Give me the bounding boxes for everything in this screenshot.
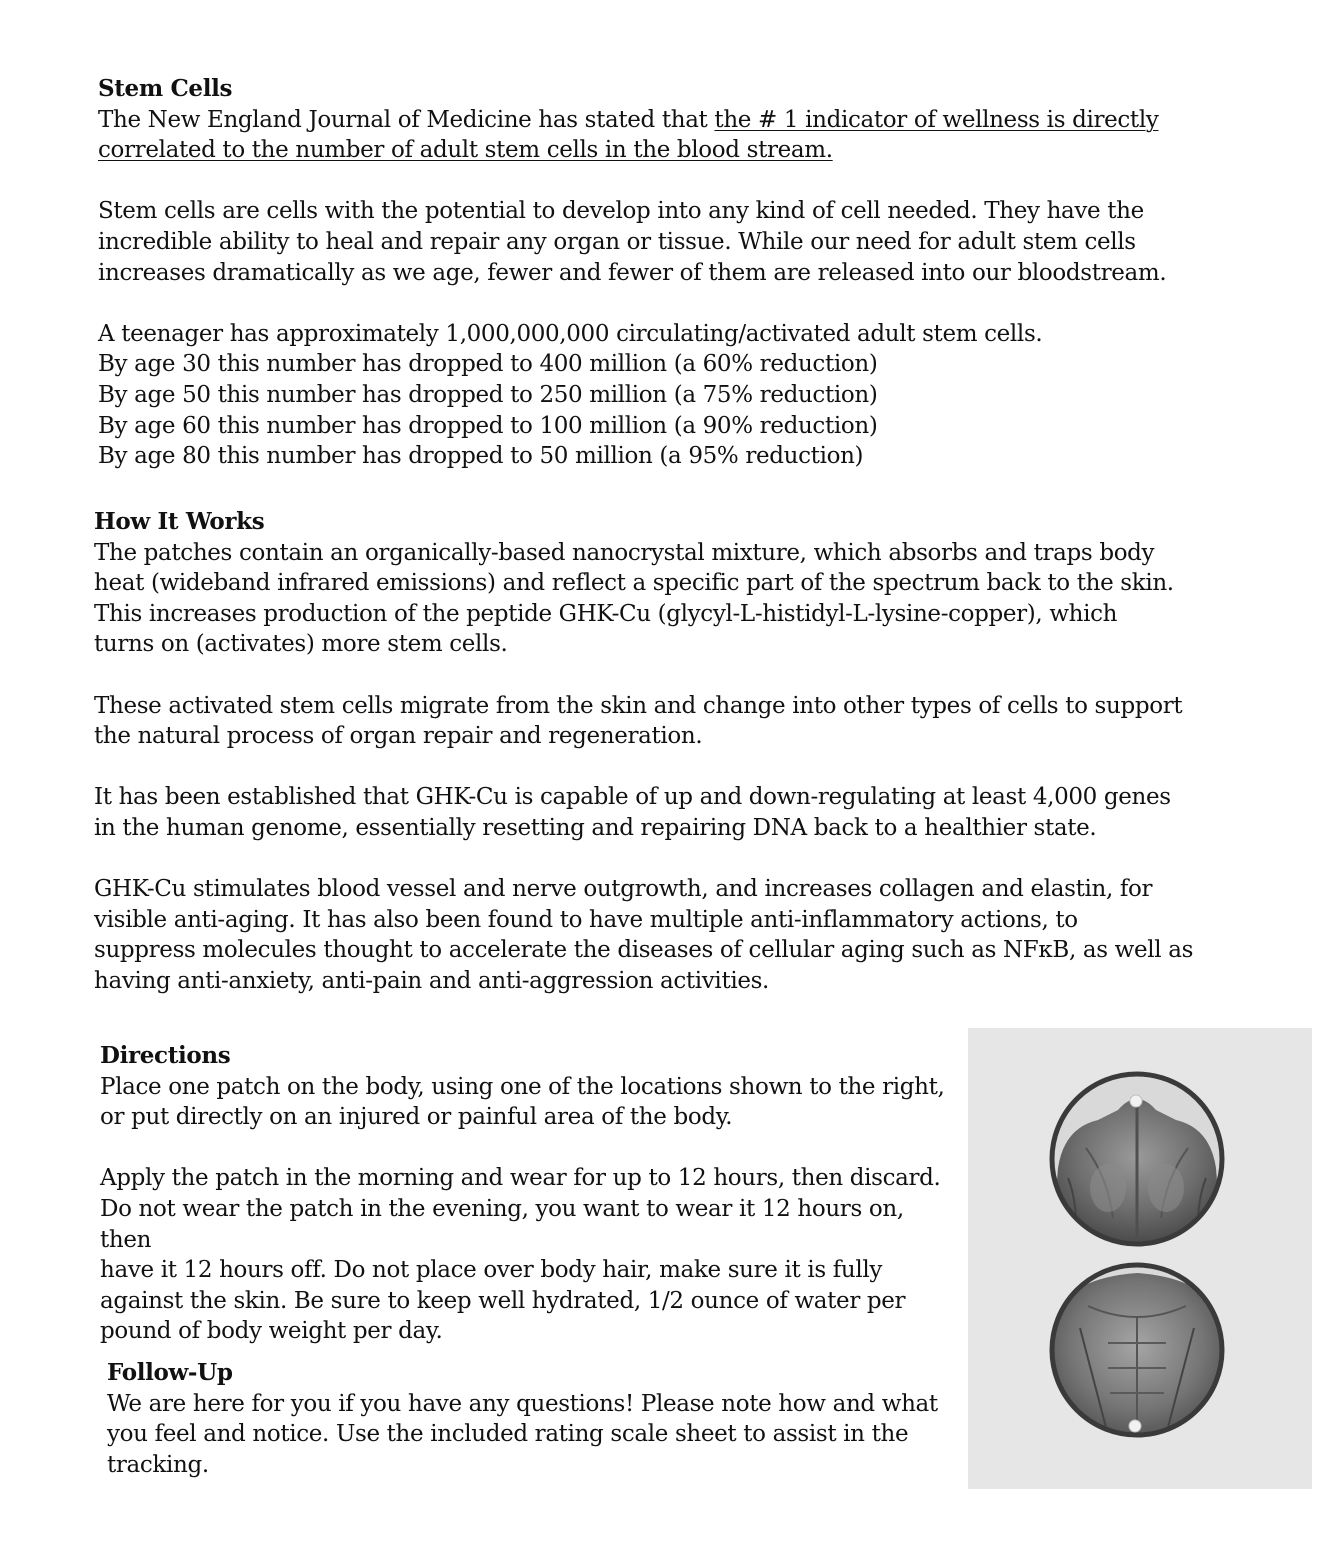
how-it-works-line: The patches contain an organically-based nanocrystal mixture, which absorbs and traps body <box>94 539 1155 566</box>
back-view-diagram <box>1052 1074 1222 1244</box>
stem-cells-intro-underlined-2: correlated to the number of adult stem cells in the blood stream. <box>98 137 833 164</box>
stem-cells-section <box>98 74 1208 472</box>
how-it-works-line: having anti-anxiety, anti-pain and anti-aggression activities. <box>94 967 770 994</box>
how-it-works-line: visible anti-aging. It has also been found to have multiple anti-inflammatory actions, to <box>94 906 1078 933</box>
follow-up-line: tracking. <box>107 1451 209 1478</box>
how-it-works-line: the natural process of organ repair and regeneration. <box>94 723 703 750</box>
how-it-works-line: This increases production of the peptide GHK-Cu (glycyl-L-histidyl-L-lysine-copper), which <box>94 600 1118 627</box>
stem-cells-heading: Stem Cells <box>98 75 233 102</box>
how-it-works-line: suppress molecules thought to accelerate the diseases of cellular aging such as NFκB, as well as <box>94 937 1194 964</box>
upper-back-patch-marker <box>1130 1095 1142 1107</box>
directions-heading: Directions <box>100 1042 231 1069</box>
stem-cells-stat-line: A teenager has approximately 1,000,000,000 circulating/activated adult stem cells. <box>98 320 1043 347</box>
stem-cells-body-line: increases dramatically as we age, fewer and fewer of them are released into our bloodstream. <box>98 259 1167 286</box>
stem-cells-intro-line-1 <box>98 105 1208 136</box>
how-it-works-heading: How It Works <box>94 508 265 535</box>
how-it-works-line: heat (wideband infrared emissions) and reflect a specific part of the spectrum back to the skin. <box>94 570 1174 597</box>
stem-cells-stat-line: By age 30 this number has dropped to 400 million (a 60% reduction) <box>98 351 878 378</box>
directions-line: Place one patch on the body, using one of the locations shown to the right, <box>100 1073 945 1100</box>
directions-line: pound of body weight per day. <box>100 1318 443 1345</box>
how-it-works-line: turns on (activates) more stem cells. <box>94 631 508 658</box>
follow-up-section <box>107 1358 947 1480</box>
follow-up-line: you feel and notice. Use the included rating scale sheet to assist in the <box>107 1421 909 1448</box>
how-it-works-line: in the human genome, essentially resetting and repairing DNA back to a healthier state. <box>94 814 1097 841</box>
stem-cells-stat-line: By age 80 this number has dropped to 50 million (a 95% reduction) <box>98 443 864 470</box>
follow-up-line: We are here for you if you have any questions! Please note how and what <box>107 1390 938 1417</box>
directions-line: against the skin. Be sure to keep well hydrated, 1/2 ounce of water per <box>100 1287 906 1314</box>
stem-cells-stat-line: By age 50 this number has dropped to 250 million (a 75% reduction) <box>98 381 878 408</box>
follow-up-heading: Follow-Up <box>107 1359 233 1386</box>
lower-abdomen-patch-marker <box>1129 1420 1141 1432</box>
stem-cells-intro-line-2 <box>98 135 1208 166</box>
directions-line: have it 12 hours off. Do not place over body hair, make sure it is fully <box>100 1257 883 1284</box>
front-view-diagram <box>1052 1265 1222 1435</box>
how-it-works-section <box>94 507 1224 997</box>
stem-cells-body-line: incredible ability to heal and repair any organ or tissue. While our need for adult stem cells <box>98 228 1136 255</box>
stem-cells-body-line: Stem cells are cells with the potential to develop into any kind of cell needed. They have the <box>98 198 1144 225</box>
stem-cells-intro-lead: The New England Journal of Medicine has stated that <box>98 106 715 133</box>
patch-placement-figure <box>968 1028 1312 1489</box>
stem-cells-stat-line: By age 60 this number has dropped to 100 million (a 90% reduction) <box>98 412 878 439</box>
directions-line: Do not wear the patch in the evening, you want to wear it 12 hours on, then <box>100 1195 904 1253</box>
directions-line: or put directly on an injured or painful area of the body. <box>100 1104 733 1131</box>
stem-cells-intro-underlined-1: the # 1 indicator of wellness is directly <box>714 106 1159 133</box>
how-it-works-line: It has been established that GHK-Cu is capable of up and down-regulating at least 4,000 genes <box>94 784 1171 811</box>
how-it-works-line: These activated stem cells migrate from the skin and change into other types of cells to support <box>94 692 1183 719</box>
how-it-works-line: GHK-Cu stimulates blood vessel and nerve outgrowth, and increases collagen and elastin, for <box>94 876 1153 903</box>
directions-section <box>100 1041 950 1347</box>
directions-line: Apply the patch in the morning and wear for up to 12 hours, then discard. <box>100 1165 941 1192</box>
